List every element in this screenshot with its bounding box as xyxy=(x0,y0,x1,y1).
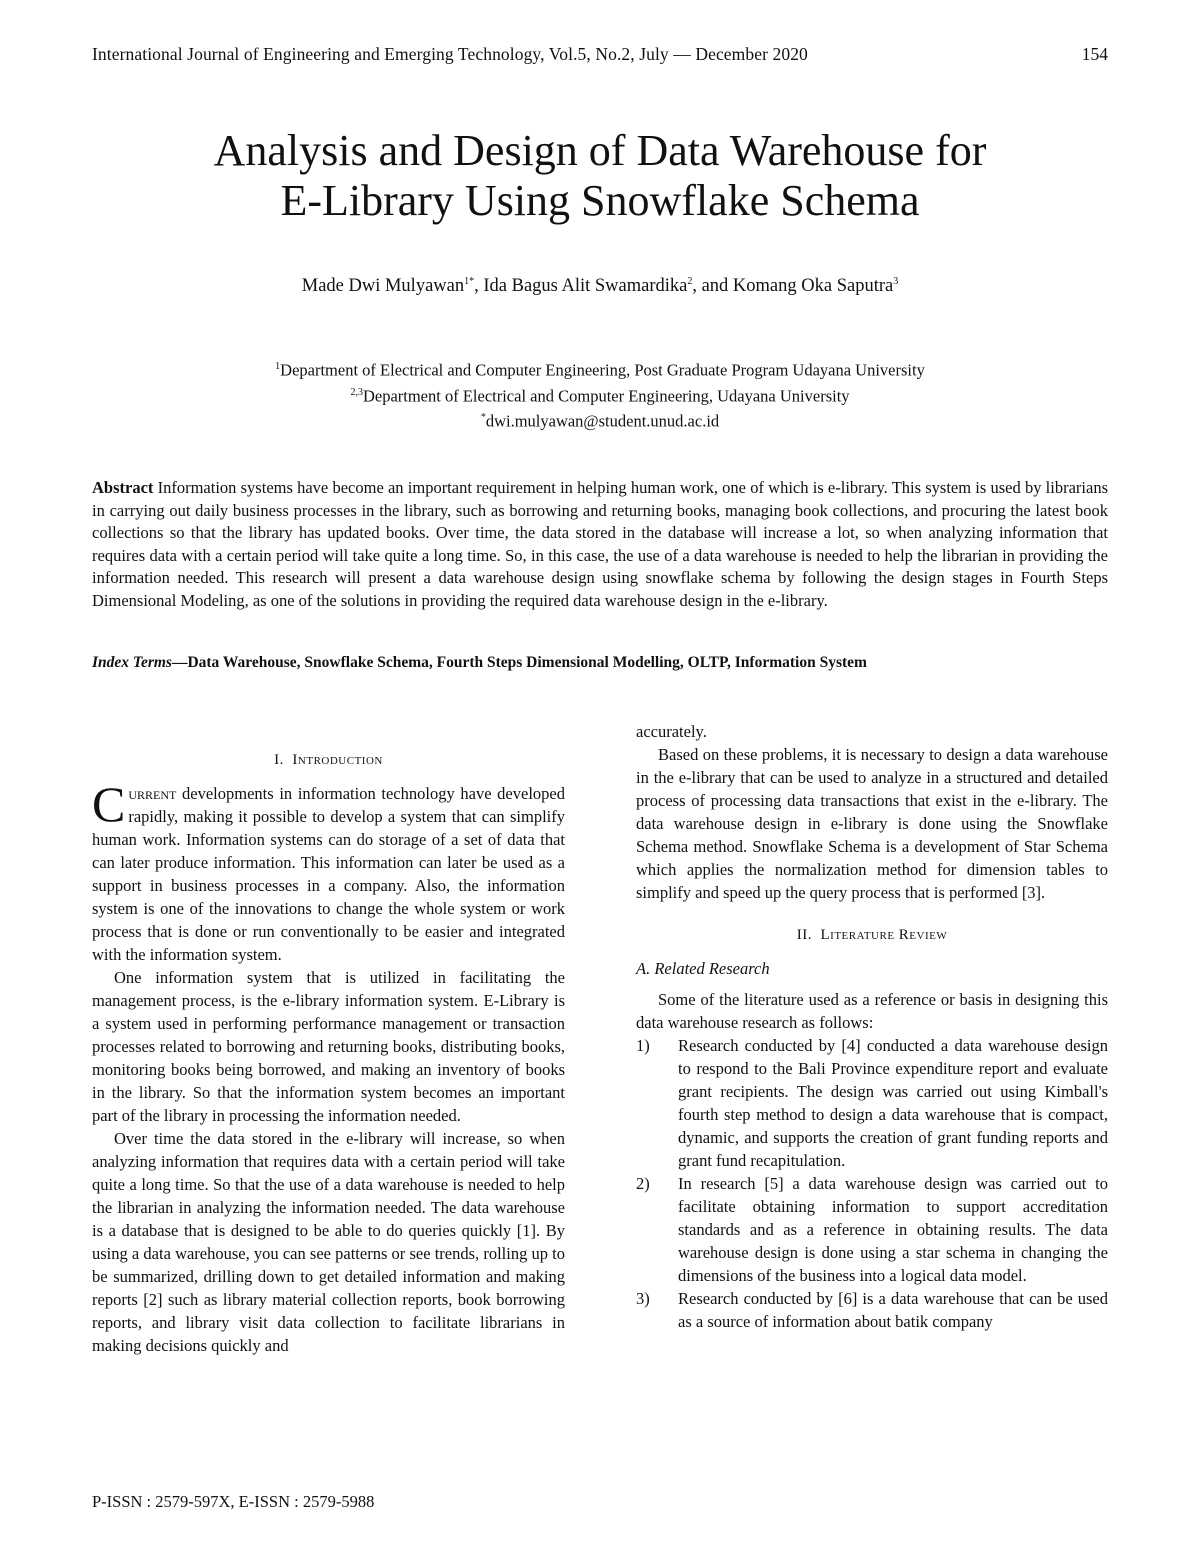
abstract xyxy=(92,477,1108,612)
section-number: II. xyxy=(796,927,812,943)
index-terms xyxy=(92,654,1108,672)
page-number: 154 xyxy=(1081,44,1108,64)
lit-paragraph-1: Some of the literature used as a reference or basis in designing this data warehouse research as follows: xyxy=(636,990,1108,1032)
title-line-1: Analysis and Design of Data Warehouse for xyxy=(213,126,987,175)
intro-paragraph-3: Over time the data stored in the e-library will increase, so when analyzing information that requires data with a certain period will take quite a long time. So that the use of a data warehouse is needed to help the librarian in analyzing the information needed. The data warehouse is a database that is designed to be able to do queries quickly [1]. By using a data warehouse, you can see patterns or see trends, rolling up to be summarized, drilling down to get detailed information and making reports [2] such as library material collection reports, book borrowing reports, and library visit data collection to facilitate librarians in making decisions quickly and xyxy=(92,1129,565,1355)
list-item xyxy=(636,1034,1108,1172)
list-item-text: In research [5] a data warehouse design was carried out to facilitate obtaining information to support accreditation standards and as a reference in obtaining results. The data warehouse design is done using a star schema in changing the dimensions of the business into a logical data model. xyxy=(678,1174,1108,1285)
intro-paragraph-1 xyxy=(92,776,565,966)
related-research-list xyxy=(636,1034,1108,1333)
author-1: Made Dwi Mulyawan xyxy=(301,276,465,297)
author-list xyxy=(0,276,1200,297)
issn-footer: P-ISSN : 2579-597X, E-ISSN : 2579-5988 xyxy=(92,1492,375,1511)
intro-first-word: urrent xyxy=(128,784,177,803)
intro-paragraph-4: Based on these problems, it is necessary to design a data warehouse in the e-library that can be used to analyze in a structured and detailed process of processing data transactions that exist in the e-library. The data warehouse design in e-library is done using the Snowflake Schema method. Snowflake Schema is a development of Star Schema which applies the normalization method for dimension tables to simplify and speed up the query process that is performed [3]. xyxy=(636,745,1108,902)
list-item-number: 2) xyxy=(636,1174,650,1193)
affiliation-1-text: Department of Electrical and Computer Engineering, Post Graduate Program Udayana University xyxy=(280,360,925,380)
intro-text-1: developments in information technology have developed rapidly, making it possible to develop a system that can simplify human work. Information systems can do storage of a set of data that can later produce information. This information can later be used as a support in business processes in a company. Also, the information system is one of the innovations to change the whole system or work process that is done or run conventionally to be easier and integrated with the information system. xyxy=(92,784,565,964)
email-mark: * xyxy=(480,412,486,423)
right-column xyxy=(636,720,1108,1333)
affiliation-2-mark: 2,3 xyxy=(350,386,363,398)
section-number: I. xyxy=(274,752,284,768)
left-column xyxy=(92,745,565,1357)
section-heading-literature-review xyxy=(636,924,1108,947)
affiliation-2 xyxy=(0,382,1200,408)
index-terms-text: —Data Warehouse, Snowflake Schema, Fourth Steps Dimensional Modelling, OLTP, Information System xyxy=(171,654,867,671)
index-terms-label: Index Terms xyxy=(92,654,172,671)
running-header: International Journal of Engineering and Emerging Technology, Vol.5, No.2, July — December 2020 xyxy=(92,44,808,64)
title-line-2: E-Library Using Snowflake Schema xyxy=(280,176,920,225)
email-text[interactable]: dwi.mulyawan@student.unud.ac.id xyxy=(485,411,720,431)
subsection-heading-related-research: A. Related Research xyxy=(636,959,770,978)
abstract-text: Information systems have become an important requirement in helping human work, one of which is e-library. This system is used by librarians in carrying out daily business processes in the library, such as borrowing and returning books, managing book collections, and procuring the latest book collections so that the library has updated books. Over time, the data stored in the database will increase a lot, so when analyzing information that requires data with a certain period will take quite a long time. So, in this case, the use of a data warehouse is needed to help the librarian in providing the information needed. This research will present a data warehouse design using snowflake schema by following the design stages in Fourth Steps Dimensional Modeling, as one of the solutions in providing the required data warehouse design in the e-library. xyxy=(92,478,1108,610)
affiliation-2-text: Department of Electrical and Computer Engineering, Udayana University xyxy=(362,386,850,405)
list-item xyxy=(636,1172,1108,1287)
author-3: , and Komang Oka Saputra xyxy=(692,276,894,297)
affiliation-1 xyxy=(0,356,1200,382)
author-2-mark: 2 xyxy=(687,276,693,287)
intro-paragraph-2: One information system that is utilized in facilitating the management process, is the e-library information system. E-Library is a system used in performing performance management or transaction processes related to borrowing and returning books, distributing books, monitoring books being borrowed, and making an inventory of books in the library. So that the information system becomes an important part of the library in processing the information needed. xyxy=(92,968,565,1125)
author-1-mark: 1* xyxy=(464,276,475,287)
paper-title xyxy=(0,126,1200,226)
list-item-number: 1) xyxy=(636,1036,650,1055)
author-2: , Ida Bagus Alit Swamardika xyxy=(474,276,688,297)
list-item-text: Research conducted by [6] is a data warehouse that can be used as a source of information about batik company xyxy=(678,1289,1108,1331)
list-item-text: Research conducted by [4] conducted a data warehouse design to respond to the Bali Province expenditure report and evaluate grant recipients. The design was carried out using Kimball's fourth step method to design a data warehouse that is compact, dynamic, and supports the creation of grant funding reports and grant fund recapitulation. xyxy=(678,1036,1108,1170)
list-item xyxy=(636,1287,1108,1333)
section-heading-introduction xyxy=(92,749,565,772)
drop-cap: C xyxy=(92,776,126,832)
affiliations xyxy=(0,356,1200,433)
affiliation-1-mark: 1 xyxy=(275,361,281,372)
section-title: Introduction xyxy=(292,752,383,768)
corresponding-email xyxy=(0,407,1200,433)
abstract-label: Abstract xyxy=(92,478,154,497)
section-title: Literature Review xyxy=(820,927,948,943)
intro-paragraph-3-continued: accurately. xyxy=(636,722,707,741)
author-3-mark: 3 xyxy=(893,276,899,287)
list-item-number: 3) xyxy=(636,1289,650,1308)
